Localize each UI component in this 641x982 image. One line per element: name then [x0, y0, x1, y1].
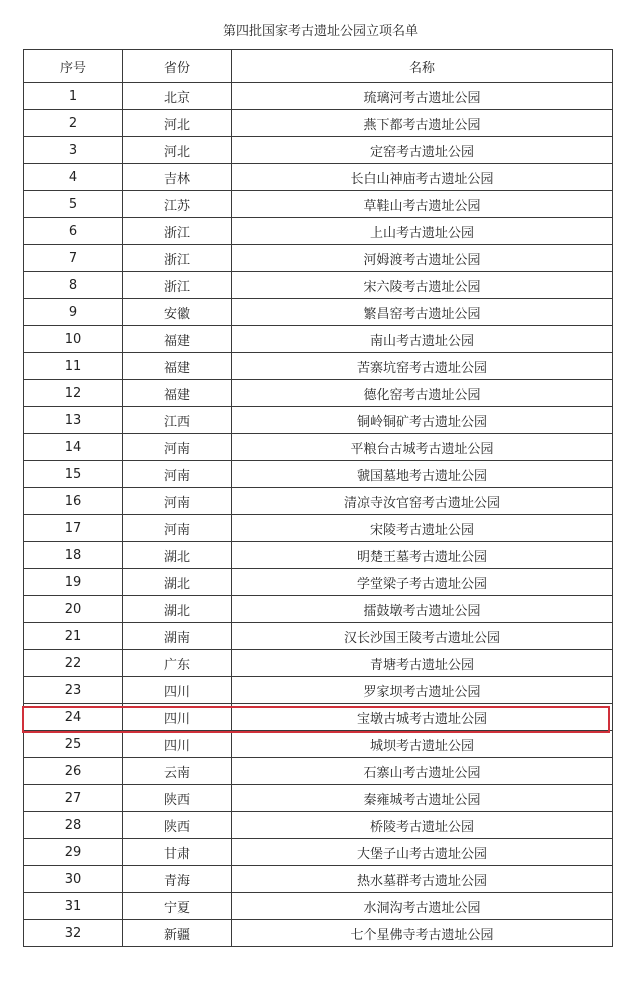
table-row [24, 326, 613, 353]
cell-name: 上山考古遗址公园 [232, 218, 613, 245]
cell-no: 23 [24, 677, 123, 704]
table-row [24, 515, 613, 542]
table-row [24, 839, 613, 866]
cell-province: 北京 [123, 83, 232, 110]
cell-name: 明楚王墓考古遗址公园 [232, 542, 613, 569]
cell-name: 宋六陵考古遗址公园 [232, 272, 613, 299]
table-row [24, 650, 613, 677]
cell-name: 大堡子山考古遗址公园 [232, 839, 613, 866]
cell-name: 定窑考古遗址公园 [232, 137, 613, 164]
cell-name: 清凉寺汝官窑考古遗址公园 [232, 488, 613, 515]
cell-name: 秦雍城考古遗址公园 [232, 785, 613, 812]
header-row [24, 50, 613, 83]
cell-name: 苦寨坑窑考古遗址公园 [232, 353, 613, 380]
cell-province: 河南 [123, 434, 232, 461]
table-row [24, 137, 613, 164]
table-row [24, 272, 613, 299]
table-row [24, 245, 613, 272]
cell-name: 草鞋山考古遗址公园 [232, 191, 613, 218]
table-row [24, 785, 613, 812]
table-row [24, 353, 613, 380]
table-row [24, 677, 613, 704]
cell-no: 29 [24, 839, 123, 866]
cell-province: 陕西 [123, 812, 232, 839]
cell-no: 17 [24, 515, 123, 542]
cell-province: 云南 [123, 758, 232, 785]
cell-name: 七个星佛寺考古遗址公园 [232, 920, 613, 947]
cell-no: 32 [24, 920, 123, 947]
cell-no: 10 [24, 326, 123, 353]
cell-province: 宁夏 [123, 893, 232, 920]
cell-province: 浙江 [123, 272, 232, 299]
table-row [24, 758, 613, 785]
cell-no: 9 [24, 299, 123, 326]
cell-province: 湖北 [123, 596, 232, 623]
cell-name: 河姆渡考古遗址公园 [232, 245, 613, 272]
cell-name: 擂鼓墩考古遗址公园 [232, 596, 613, 623]
header-name: 名称 [232, 50, 613, 83]
cell-no: 14 [24, 434, 123, 461]
cell-province: 浙江 [123, 218, 232, 245]
cell-province: 安徽 [123, 299, 232, 326]
table-row [24, 893, 613, 920]
cell-province: 湖北 [123, 542, 232, 569]
cell-no: 19 [24, 569, 123, 596]
cell-province: 湖南 [123, 623, 232, 650]
cell-no: 8 [24, 272, 123, 299]
cell-name: 长白山神庙考古遗址公园 [232, 164, 613, 191]
cell-province: 青海 [123, 866, 232, 893]
cell-no: 30 [24, 866, 123, 893]
cell-no: 5 [24, 191, 123, 218]
cell-no: 27 [24, 785, 123, 812]
cell-no: 13 [24, 407, 123, 434]
table-row [24, 110, 613, 137]
cell-province: 四川 [123, 704, 232, 731]
cell-province: 吉林 [123, 164, 232, 191]
table-row [24, 731, 613, 758]
table-row [24, 488, 613, 515]
table-row [24, 191, 613, 218]
table-row [24, 596, 613, 623]
cell-no: 24 [24, 704, 123, 731]
cell-no: 3 [24, 137, 123, 164]
table-row [24, 461, 613, 488]
cell-name: 虢国墓地考古遗址公园 [232, 461, 613, 488]
cell-no: 6 [24, 218, 123, 245]
cell-no: 1 [24, 83, 123, 110]
table-row [24, 812, 613, 839]
cell-province: 福建 [123, 326, 232, 353]
table-header [24, 50, 613, 83]
cell-no: 16 [24, 488, 123, 515]
table-row [24, 380, 613, 407]
cell-province: 四川 [123, 731, 232, 758]
cell-name: 热水墓群考古遗址公园 [232, 866, 613, 893]
cell-name: 南山考古遗址公园 [232, 326, 613, 353]
cell-province: 新疆 [123, 920, 232, 947]
cell-no: 2 [24, 110, 123, 137]
cell-name: 桥陵考古遗址公园 [232, 812, 613, 839]
cell-province: 河北 [123, 137, 232, 164]
cell-province: 浙江 [123, 245, 232, 272]
cell-province: 福建 [123, 353, 232, 380]
table-row [24, 434, 613, 461]
table-row [24, 704, 613, 731]
table-row [24, 623, 613, 650]
cell-no: 18 [24, 542, 123, 569]
cell-no: 12 [24, 380, 123, 407]
table-body [24, 83, 613, 947]
header-no: 序号 [24, 50, 123, 83]
table-row [24, 920, 613, 947]
table-row [24, 407, 613, 434]
cell-name: 德化窑考古遗址公园 [232, 380, 613, 407]
cell-name: 宋陵考古遗址公园 [232, 515, 613, 542]
cell-name: 琉璃河考古遗址公园 [232, 83, 613, 110]
page-title: 第四批国家考古遗址公园立项名单 [222, 24, 418, 39]
cell-no: 20 [24, 596, 123, 623]
cell-province: 河南 [123, 461, 232, 488]
cell-no: 11 [24, 353, 123, 380]
cell-province: 河南 [123, 488, 232, 515]
cell-province: 福建 [123, 380, 232, 407]
cell-name: 铜岭铜矿考古遗址公园 [232, 407, 613, 434]
cell-name: 城坝考古遗址公园 [232, 731, 613, 758]
table-row [24, 569, 613, 596]
cell-name: 平粮台古城考古遗址公园 [232, 434, 613, 461]
cell-province: 江苏 [123, 191, 232, 218]
cell-no: 22 [24, 650, 123, 677]
cell-no: 25 [24, 731, 123, 758]
cell-name: 青塘考古遗址公园 [232, 650, 613, 677]
cell-province: 广东 [123, 650, 232, 677]
cell-province: 江西 [123, 407, 232, 434]
table-row [24, 218, 613, 245]
cell-name: 石寨山考古遗址公园 [232, 758, 613, 785]
cell-no: 7 [24, 245, 123, 272]
table-row [24, 542, 613, 569]
cell-province: 四川 [123, 677, 232, 704]
cell-no: 15 [24, 461, 123, 488]
cell-province: 湖北 [123, 569, 232, 596]
cell-province: 陕西 [123, 785, 232, 812]
cell-province: 甘肃 [123, 839, 232, 866]
park-list-table [23, 49, 613, 947]
table-row [24, 83, 613, 110]
table-row [24, 299, 613, 326]
cell-no: 4 [24, 164, 123, 191]
cell-name: 宝墩古城考古遗址公园 [232, 704, 613, 731]
cell-no: 28 [24, 812, 123, 839]
cell-no: 26 [24, 758, 123, 785]
cell-no: 21 [24, 623, 123, 650]
cell-province: 河南 [123, 515, 232, 542]
cell-name: 罗家坝考古遗址公园 [232, 677, 613, 704]
header-province: 省份 [123, 50, 232, 83]
cell-name: 水洞沟考古遗址公园 [232, 893, 613, 920]
cell-name: 繁昌窑考古遗址公园 [232, 299, 613, 326]
table-row [24, 164, 613, 191]
cell-province: 河北 [123, 110, 232, 137]
cell-name: 学堂梁子考古遗址公园 [232, 569, 613, 596]
table-row [24, 866, 613, 893]
cell-no: 31 [24, 893, 123, 920]
cell-name: 燕下都考古遗址公园 [232, 110, 613, 137]
cell-name: 汉长沙国王陵考古遗址公园 [232, 623, 613, 650]
